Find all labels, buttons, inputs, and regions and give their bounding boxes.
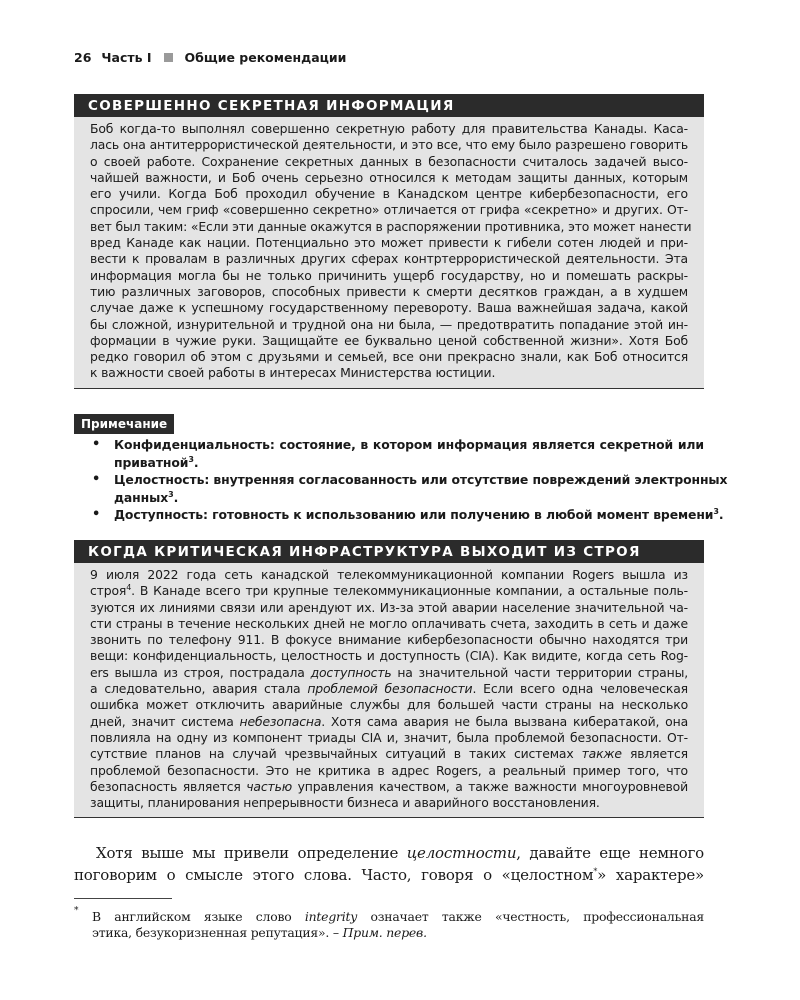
box-line: тию различных заговоров, способных привести к смерти десятков граждан, а в худшем <box>90 283 688 299</box>
box-line: формации в чужие руки. Защищайте ее буквально ценой собственной жизни». Хотя Боб <box>90 332 688 348</box>
box-line: спросили, чем гриф «совершенно секретно» отличается от грифа «секретно» и других. От- <box>90 202 688 218</box>
emphasis: небезопасна <box>239 713 322 729</box>
footnote-line <box>74 925 704 941</box>
note-item-availability <box>74 506 724 524</box>
box-line: вести к провалам в различных других сферах контртеррористической деятельности. Эта <box>90 251 688 267</box>
text-run: на значительной части территории страны, <box>391 664 688 680</box>
note-line <box>114 489 704 507</box>
sidebar-box-top-secret <box>74 94 704 389</box>
note-line: Конфиденциальность: состояние, в котором информация является секретной или <box>114 437 704 452</box>
emphasis: доступность <box>310 664 392 680</box>
note-end: . <box>718 507 724 522</box>
section-label: Общие рекомендации <box>184 50 347 65</box>
box-line: о своей работе. Сохранение секретных данных в безопасности считалось задачей высо- <box>90 153 688 169</box>
box-line: сти страны в течение нескольких дней не могло оплачивать счета, заходить в сеть и даже <box>90 615 688 631</box>
box-line: Боб когда-то выполнял совершенно секретную работу для правительства Канады. Каса- <box>90 121 688 136</box>
note-line <box>114 506 724 524</box>
box-title: КОГДА КРИТИЧЕСКАЯ ИНФРАСТРУКТУРА ВЫХОДИТ ИЗ СТРОЯ <box>74 540 704 563</box>
emphasis: также <box>581 746 622 762</box>
text-run: является <box>621 746 688 762</box>
box-body <box>74 117 704 388</box>
running-header <box>74 50 704 65</box>
box-line: его учили. Когда Боб проходил обучение в Канадском центре кибербезопасности, его <box>90 186 688 202</box>
box-line: к важности своей работы в интересах Министерства юстиции. <box>90 365 496 381</box>
text-run: В английском языке слово <box>92 909 305 924</box>
box-line: лась она антитеррористической деятельности, и это все, что ему было разрешено говорить <box>90 137 688 153</box>
bullet-icon: • <box>92 507 101 522</box>
text-run: этика, безукоризненная репутация». – <box>92 925 343 940</box>
footnote-mark: * <box>74 906 79 916</box>
box-body <box>74 563 704 817</box>
box-line <box>90 746 688 762</box>
note-end: . <box>193 454 199 470</box>
footnote-ref: 3 <box>188 454 194 464</box>
note-text: приватной <box>114 454 189 470</box>
emphasis: проблемой безопасности <box>307 681 473 697</box>
emphasis: целостности <box>406 844 517 862</box>
box-line: чайшей важности, и Боб очень серьезно относился к методам защиты данных, которым <box>90 169 688 185</box>
text-run: . В Канаде всего три крупные телекоммуникационные компании, а остальные поль- <box>131 583 688 599</box>
box-title: СОВЕРШЕННО СЕКРЕТНАЯ ИНФОРМАЦИЯ <box>74 94 704 117</box>
box-line: информация могла бы не только причинить ущерб государству, но и помешать раскры- <box>90 267 688 283</box>
footnote-ref: * <box>593 867 598 876</box>
bullet-icon: • <box>92 472 101 487</box>
text-run: а следовательно, авария стала <box>90 681 308 697</box>
footnote-rule <box>74 898 172 899</box>
footnote-line <box>74 909 704 925</box>
page-number: 26 <box>74 50 92 65</box>
box-line: проблемой безопасности. Это не критика в адрес Rogers, а реальный пример того, что <box>90 762 688 778</box>
text-run: . Хотя сама авария не была вызвана кибератакой, она <box>321 713 689 729</box>
box-line: вещи: конфиденциальность, целостность и доступность (CIA). Как видите, когда сеть Rog- <box>90 648 688 664</box>
box-line: вред Канаде как нации. Потенциально это может привести к гибели сотен людей и при- <box>90 235 688 251</box>
box-line <box>90 665 688 681</box>
box-line <box>90 681 688 697</box>
text-run: ers вышла из строя, пострадала <box>90 664 311 680</box>
text-run: управления качеством, а также важности многоуровневой <box>292 778 688 794</box>
note-line: Целостность: внутренняя согласованность или отсутствие повреждений электронных <box>114 472 728 487</box>
box-line <box>90 583 688 599</box>
note-list <box>74 436 728 524</box>
footnote-ref: 3 <box>168 489 174 499</box>
box-line: случае даже к успешному государственному перевороту. Ваша важнейшая задача, какой <box>90 300 688 316</box>
text-run: » характере» <box>597 866 704 884</box>
emphasis: Прим. перев. <box>342 925 427 940</box>
note-item-integrity <box>74 471 728 506</box>
text-run: . Если всего одна человеческая <box>472 681 688 697</box>
text-run: дней, значит система <box>90 713 240 729</box>
text-run: безопасность является <box>90 778 247 794</box>
text-run: строя <box>90 583 127 599</box>
part-label: Часть I <box>101 50 152 65</box>
note-line <box>114 454 704 472</box>
footnote-ref: 3 <box>713 506 719 516</box>
body-line <box>74 864 704 886</box>
box-line: ошибка может отключить аварийные службы для большей части страны на несколько <box>90 697 688 713</box>
text-run: поговорим о смысле этого слова. Часто, говоря о «целостном <box>74 866 594 884</box>
footnote <box>74 906 704 941</box>
footnote-ref: 4 <box>126 583 132 593</box>
note-item-confidentiality <box>74 436 704 471</box>
body-line <box>74 842 704 864</box>
box-line <box>90 714 688 730</box>
sidebar-box-critical-infrastructure <box>74 540 704 818</box>
text-run: , давайте еще немного <box>516 844 704 862</box>
text-run: сутствие планов на случай чрезвычайных ситуаций в таких системах <box>90 746 582 762</box>
note-end: . <box>173 489 179 505</box>
emphasis: integrity <box>304 909 358 924</box>
box-line: вет был таким: «Если эти данные окажутся в распоряжении противника, это может нанести <box>90 218 692 234</box>
text-run: означает также «честность, профессиональная <box>357 909 704 924</box>
note-tag: Примечание <box>74 414 174 434</box>
bullet-icon: • <box>92 437 101 452</box>
text-run: Хотя выше мы привели определение <box>96 844 407 862</box>
box-line: редко говорил об этом с друзьями и семьей, все они прекрасно знали, как Боб относится <box>90 349 688 365</box>
emphasis: частью <box>246 778 293 794</box>
box-line: звонить по телефону 911. В фокусе внимание кибербезопасности обычно находятся три <box>90 632 688 648</box>
box-line: защиты, планирования непрерывности бизнеса и аварийного восстановления. <box>90 795 600 811</box>
box-line: повлияла на одну из компонент триады CIA и, значит, была проблемой безопасности. От- <box>90 729 688 745</box>
box-line: бы сложной, изнурительной и трудной она ни была, — предотвратить попадание этой ин- <box>90 316 688 332</box>
box-line: зуются их линиями связи или арендуют их. Из-за этой аварии население значительной ча- <box>90 599 688 615</box>
box-line <box>90 779 688 795</box>
box-line: 9 июля 2022 года сеть канадской телекоммуникационной компании Rogers вышла из <box>90 567 688 582</box>
note-text: данных <box>114 489 169 505</box>
separator-square-icon <box>164 53 173 62</box>
body-paragraph <box>74 842 704 886</box>
note-text: Доступность: готовность к использованию или получению в любой момент времени <box>114 507 714 522</box>
